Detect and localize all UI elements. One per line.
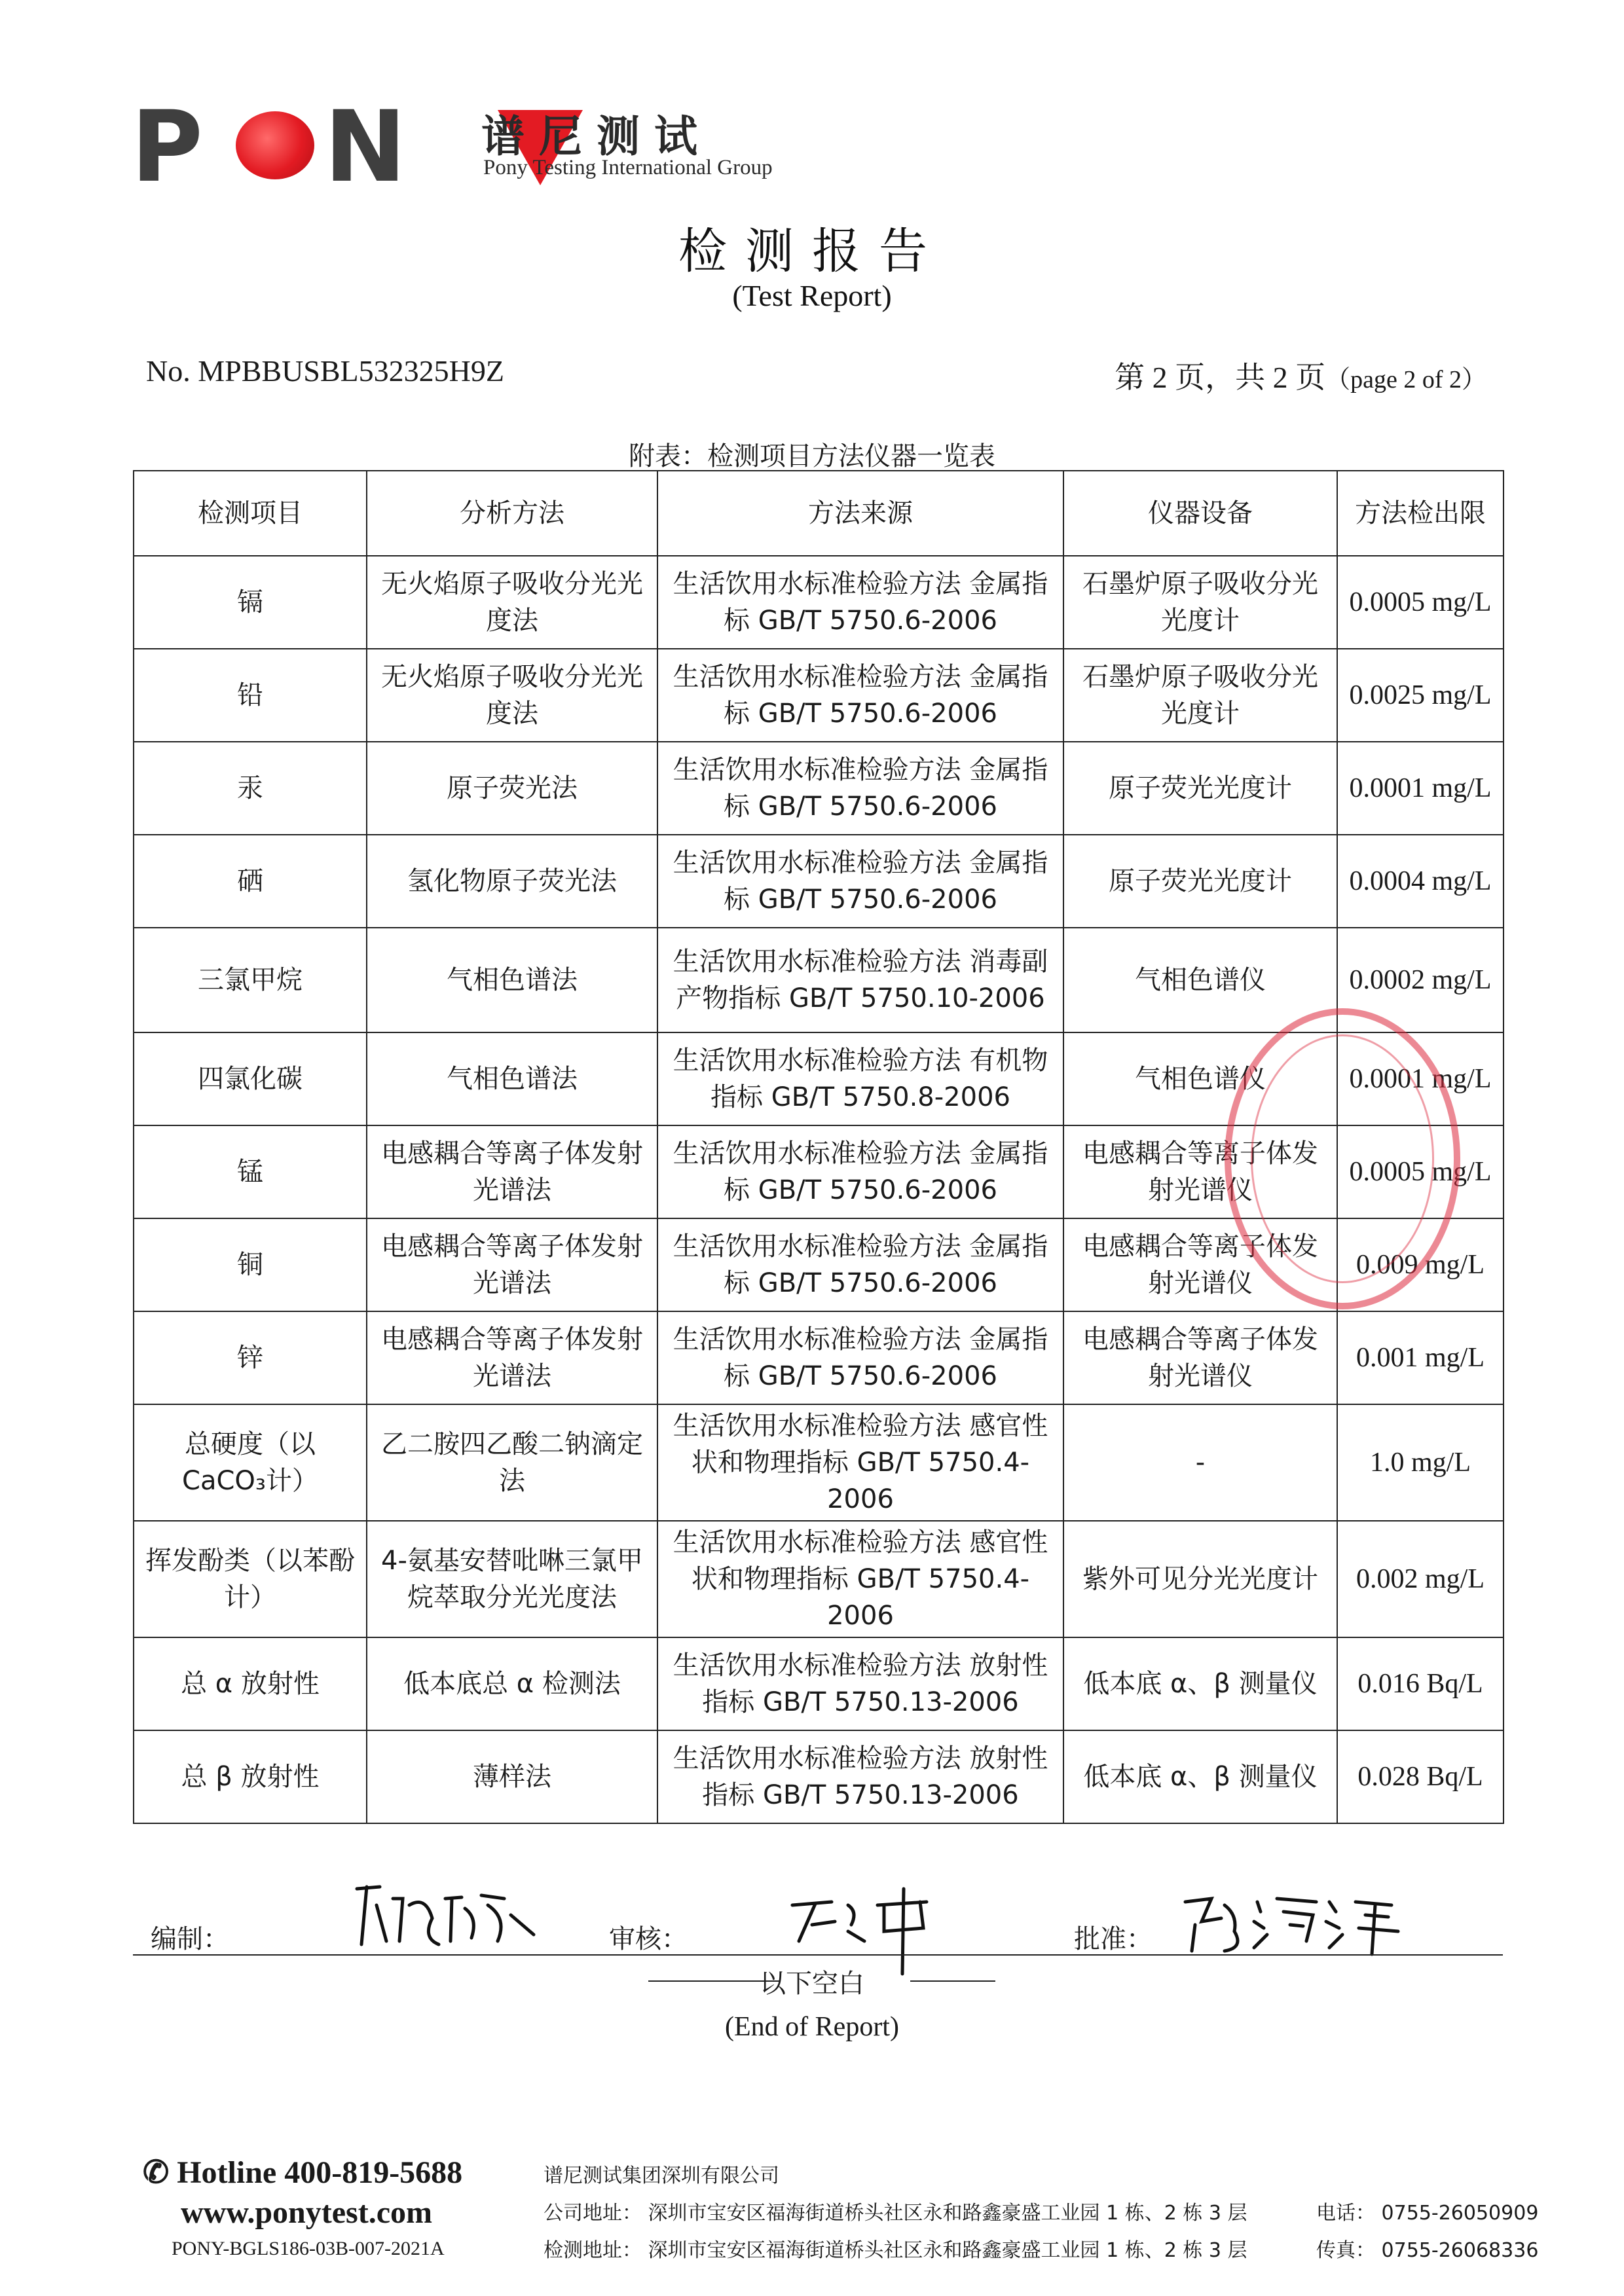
cell-source: 生活饮用水标准检验方法 感官性状和物理指标 GB/T 5750.4-2006 (657, 1521, 1063, 1637)
cell-method: 气相色谱法 (367, 1032, 657, 1125)
cell-source: 生活饮用水标准检验方法 感官性状和物理指标 GB/T 5750.4-2006 (657, 1404, 1063, 1521)
cell-method: 4-氨基安替吡啉三氯甲烷萃取分光光度法 (367, 1521, 657, 1637)
company-seal (1225, 1008, 1460, 1309)
test-address: 检测地址： 深圳市宝安区福海街道桥头社区永和路鑫豪盛工业园 1 栋、2 栋 3 层 (544, 2239, 1247, 2262)
table-row (134, 928, 1504, 1032)
cell-method: 氢化物原子荧光法 (367, 835, 657, 928)
table-row (134, 556, 1504, 649)
cell-instrument: 低本底 α、β 测量仪 (1063, 1730, 1337, 1823)
cell-limit: 0.0002 mg/L (1337, 928, 1504, 1032)
cell-instrument: - (1063, 1404, 1337, 1521)
cell-method: 无火焰原子吸收分光光度法 (367, 556, 657, 649)
phone-icon: ✆ (143, 2155, 177, 2190)
cell-instrument: 低本底 α、β 测量仪 (1063, 1637, 1337, 1730)
cell-instrument: 石墨炉原子吸收分光光度计 (1063, 649, 1337, 742)
cell-instrument: 气相色谱仪 (1063, 1032, 1337, 1125)
table-row (134, 835, 1504, 928)
form-code: PONY-BGLS186-03B-007-2021A (172, 2238, 445, 2259)
table-row (134, 1637, 1504, 1730)
approver-signature (1172, 1886, 1408, 1958)
compiled-by-label: 编制： (151, 1924, 229, 1954)
cell-method: 低本底总 α 检测法 (367, 1637, 657, 1730)
cell-instrument: 电感耦合等离子体发射光谱仪 (1063, 1311, 1337, 1404)
cell-item: 硒 (134, 835, 367, 928)
cell-item: 镉 (134, 556, 367, 649)
approved-by-label: 批准： (1074, 1924, 1153, 1954)
cell-source: 生活饮用水标准检验方法 放射性指标 GB/T 5750.13-2006 (657, 1730, 1063, 1823)
page-info-en: （page 2 of 2） (1325, 366, 1486, 393)
cell-item: 四氯化碳 (134, 1032, 367, 1125)
company-address: 公司地址： 深圳市宝安区福海街道桥头社区永和路鑫豪盛工业园 1 栋、2 栋 3 层 (544, 2202, 1247, 2225)
cell-method: 原子荧光法 (367, 742, 657, 835)
cell-source: 生活饮用水标准检验方法 金属指标 GB/T 5750.6-2006 (657, 742, 1063, 835)
header-instrument: 仪器设备 (1063, 471, 1337, 556)
logo-letter-n: N (324, 90, 403, 204)
table-row (134, 649, 1504, 742)
cell-instrument: 电感耦合等离子体发射光谱仪 (1063, 1218, 1337, 1311)
brand-name-en: Pony Testing International Group (483, 156, 773, 179)
cell-method: 乙二胺四乙酸二钠滴定法 (367, 1404, 657, 1521)
cell-item: 铜 (134, 1218, 367, 1311)
cell-source: 生活饮用水标准检验方法 消毒副产物指标 GB/T 5750.10-2006 (657, 928, 1063, 1032)
telephone: 电话： 0755-26050909 (1316, 2202, 1539, 2225)
cell-source: 生活饮用水标准检验方法 有机物指标 GB/T 5750.8-2006 (657, 1032, 1063, 1125)
cell-source: 生活饮用水标准检验方法 金属指标 GB/T 5750.6-2006 (657, 556, 1063, 649)
cell-source: 生活饮用水标准检验方法 金属指标 GB/T 5750.6-2006 (657, 1218, 1063, 1311)
table-row (134, 1521, 1504, 1637)
cell-limit: 0.0005 mg/L (1337, 556, 1504, 649)
page-info (1115, 354, 1486, 397)
header-source: 方法来源 (657, 471, 1063, 556)
cell-limit: 0.002 mg/L (1337, 1521, 1504, 1637)
report-title-cn: 检测报告 (678, 223, 946, 280)
cell-item: 锰 (134, 1125, 367, 1218)
reviewed-by-label: 审核： (609, 1924, 688, 1954)
cell-item: 铅 (134, 649, 367, 742)
cell-limit: 0.0005 mg/L (1337, 1125, 1504, 1218)
fax: 传真： 0755-26068336 (1316, 2239, 1539, 2262)
cell-instrument: 石墨炉原子吸收分光光度计 (1063, 556, 1337, 649)
cell-limit: 0.009 mg/L (1337, 1218, 1504, 1311)
company-logo (131, 90, 498, 204)
brand-name-cn: 谱尼测试 (481, 111, 712, 162)
table-row (134, 1404, 1504, 1521)
header-limit: 方法检出限 (1337, 471, 1504, 556)
header-item: 检测项目 (134, 471, 367, 556)
end-of-report-en: (End of Report) (725, 2012, 899, 2042)
cell-source: 生活饮用水标准检验方法 金属指标 GB/T 5750.6-2006 (657, 835, 1063, 928)
cell-limit: 0.0004 mg/L (1337, 835, 1504, 928)
cell-item: 总 α 放射性 (134, 1637, 367, 1730)
cell-method: 无火焰原子吸收分光光度法 (367, 649, 657, 742)
table-row (134, 1730, 1504, 1823)
report-title-en: (Test Report) (732, 279, 892, 312)
page-info-cn: 第 2 页，共 2 页 (1115, 361, 1326, 394)
end-line-right (910, 1980, 995, 1982)
compiler-signature (347, 1879, 544, 1951)
company-name: 谱尼测试集团深圳有限公司 (544, 2164, 779, 2187)
table-caption: 附表：检测项目方法仪器一览表 (629, 441, 995, 471)
cell-item: 三氯甲烷 (134, 928, 367, 1032)
cell-source: 生活饮用水标准检验方法 放射性指标 GB/T 5750.13-2006 (657, 1637, 1063, 1730)
cell-method: 电感耦合等离子体发射光谱法 (367, 1218, 657, 1311)
hotline-text: Hotline 400-819-5688 (177, 2155, 463, 2190)
cell-limit: 0.0025 mg/L (1337, 649, 1504, 742)
hotline (143, 2154, 462, 2191)
cell-item: 汞 (134, 742, 367, 835)
cell-item: 总 β 放射性 (134, 1730, 367, 1823)
logo-red-circle (236, 111, 314, 179)
signature-divider (133, 1954, 1503, 1956)
cell-instrument: 电感耦合等离子体发射光谱仪 (1063, 1125, 1337, 1218)
cell-limit: 1.0 mg/L (1337, 1404, 1504, 1521)
cell-source: 生活饮用水标准检验方法 金属指标 GB/T 5750.6-2006 (657, 1311, 1063, 1404)
cell-method: 气相色谱法 (367, 928, 657, 1032)
cell-instrument: 原子荧光光度计 (1063, 742, 1337, 835)
table-row (134, 742, 1504, 835)
cell-method: 薄样法 (367, 1730, 657, 1823)
cell-limit: 0.0001 mg/L (1337, 1032, 1504, 1125)
cell-limit: 0.016 Bq/L (1337, 1637, 1504, 1730)
table-row (134, 1311, 1504, 1404)
cell-method: 电感耦合等离子体发射光谱法 (367, 1125, 657, 1218)
table-header-row (134, 471, 1504, 556)
cell-instrument: 紫外可见分光光度计 (1063, 1521, 1337, 1637)
cell-limit: 0.001 mg/L (1337, 1311, 1504, 1404)
cell-item: 总硬度（以CaCO₃计） (134, 1404, 367, 1521)
cell-limit: 0.028 Bq/L (1337, 1730, 1504, 1823)
cell-instrument: 气相色谱仪 (1063, 928, 1337, 1032)
website: www.ponytest.com (181, 2195, 432, 2230)
report-number: No. MPBBUSBL532325H9Z (146, 354, 504, 388)
header-method: 分析方法 (367, 471, 657, 556)
cell-item: 挥发酚类（以苯酚计） (134, 1521, 367, 1637)
cell-method: 电感耦合等离子体发射光谱法 (367, 1311, 657, 1404)
seal-inner-ring (1251, 1034, 1434, 1283)
logo-letter-p: P (131, 90, 199, 204)
cell-limit: 0.0001 mg/L (1337, 742, 1504, 835)
end-of-report-cn: 以下空白 (760, 1969, 864, 1999)
cell-instrument: 原子荧光光度计 (1063, 835, 1337, 928)
cell-source: 生活饮用水标准检验方法 金属指标 GB/T 5750.6-2006 (657, 649, 1063, 742)
cell-source: 生活饮用水标准检验方法 金属指标 GB/T 5750.6-2006 (657, 1125, 1063, 1218)
cell-item: 锌 (134, 1311, 367, 1404)
